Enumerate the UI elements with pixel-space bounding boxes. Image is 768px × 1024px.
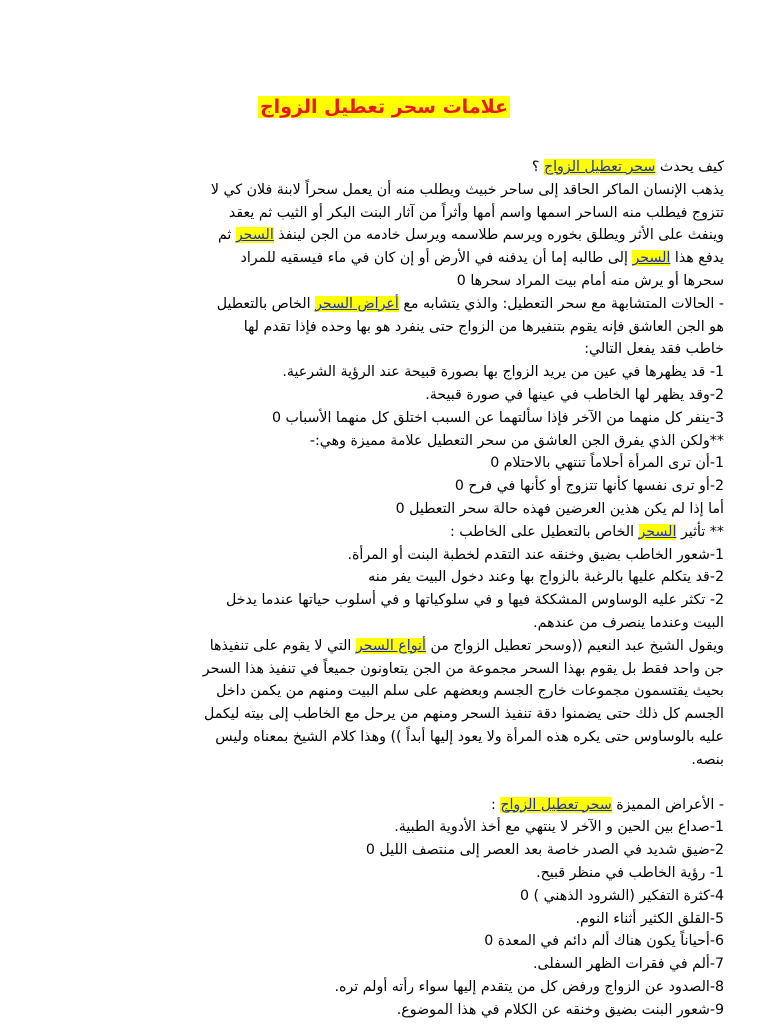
- text-segment: 2- تكثر عليه الوساوس المشككة فيها و في سلوكياتها و في أسلوب حياتها عندما يدخل: [226, 592, 724, 609]
- text-segment: 1- رؤية الخاطب في منظر قبيح.: [536, 864, 724, 881]
- text-segment: ** تأثير: [676, 523, 724, 540]
- text-line: [44, 521, 724, 544]
- text-segment: يذهب الإنسان الماكر الحاقد إلى ساحر خبيث ويطلب منه أن يعمل سحراً لابنة فلان كي لا: [210, 181, 724, 198]
- text-line: [44, 658, 724, 681]
- text-line: [44, 179, 724, 202]
- text-line: [44, 430, 724, 453]
- text-line: [44, 589, 724, 612]
- text-line: [44, 384, 724, 407]
- text-segment: 2-ضيق شديد في الصدر خاصة بعد العصر إلى منتصف الليل 0: [365, 842, 724, 859]
- text-segment: جن واحد فقط بل يقوم بهذا السحر مجموعة من الجن يتعاونون جميعاً في تنفيذ هذا السحر: [202, 660, 724, 677]
- text-line: [44, 361, 724, 384]
- text-segment: وينفث على الأثر ويطلق بخوره ويرسم طلاسمه ويرسل خادمه من الجن لينفذ: [273, 227, 724, 244]
- text-segment: 1- قد يظهرها في عين من يريد الزواج بها بصورة قبيحة عند الرؤية الشرعية.: [282, 364, 724, 381]
- text-line: [44, 338, 724, 361]
- highlighted-link[interactable]: السحر: [235, 227, 274, 244]
- text-segment: ؟: [531, 159, 544, 175]
- text-segment: الخاص بالتعطيل: [216, 295, 316, 312]
- text-segment: 1-شعور الخاطب بضيق وخنقه عند التقدم لخطبة البنت أو المرأة.: [347, 546, 724, 563]
- text-line: [44, 544, 724, 567]
- text-line: [44, 566, 724, 589]
- text-segment: أما إذا لم يكن هذين العرضين فهذه حالة سحر التعطيل 0: [395, 500, 724, 517]
- text-segment: الجسم كل ذلك حتى يضمنوا دقة تنفيذ السحر ومنهم من يرحل مع الخاطب إلى بيته ليكمل: [203, 706, 724, 723]
- text-segment: **ولكن الذي يفرق الجن العاشق من سحر التعطيل علامة مميزة وهي:-: [309, 432, 724, 449]
- text-line: [44, 703, 724, 726]
- text-line: [44, 862, 724, 885]
- text-segment: سحرها أو يرش منه أمام بيت المراد سحرها 0: [456, 272, 724, 289]
- text-line: [44, 224, 724, 247]
- text-segment: 7-ألم في فقرات الظهر السفلى.: [533, 956, 724, 973]
- text-segment: 8-الصدود عن الزواج ورفض كل من يتقدم إليها سواء رأته أولم تره.: [334, 978, 724, 995]
- text-line: [44, 839, 724, 862]
- text-segment: خاطب فقد يفعل التالي:: [584, 341, 724, 358]
- article-body: [44, 156, 724, 1021]
- text-line: [44, 930, 724, 953]
- page-title-text: علامات سحر تعطيل الزواج: [259, 96, 508, 118]
- text-segment: 2-قد يتكلم عليها بالرغبة بالزواج بها وعند دخول البيت يفر منه: [368, 569, 724, 586]
- text-line: [44, 816, 724, 839]
- text-line: [44, 247, 724, 270]
- highlighted-link[interactable]: السحر: [632, 250, 671, 267]
- highlighted-link[interactable]: السحر: [638, 523, 677, 540]
- text-line: [44, 794, 724, 817]
- highlighted-link[interactable]: سحر تعطيل الزواج: [500, 796, 612, 813]
- highlighted-link[interactable]: أعراض السحر: [315, 295, 399, 312]
- text-segment: - الحالات المتشابهة مع سحر التعطيل: والذي يتشابه مع: [398, 295, 724, 312]
- text-segment: 2-وقد يظهر لها الخاطب في عينها في صورة قبيحة.: [425, 386, 724, 403]
- text-line: [44, 999, 724, 1022]
- text-line: [44, 908, 724, 931]
- text-segment: 5-القلق الكثير أثناء النوم.: [575, 910, 724, 927]
- text-segment: 4-كثرة التفكير (الشرود الذهني ) 0: [520, 887, 724, 904]
- text-segment: إلى طالبه إما أن يدفنه في الأرض أو إن كان في ماء فيسقيه للمراد: [240, 250, 633, 267]
- text-line: [44, 293, 724, 316]
- text-segment: ويقول الشيخ عبد النعيم ((وسحر تعطيل الزواج من: [425, 637, 724, 654]
- text-segment: بحيث يقتسمون مجموعات خارج الجسم وبعضهم على سلم البيت ومنهم من يكمن داخل: [216, 683, 724, 700]
- text-segment: 2-أو ترى نفسها كأنها تتزوج أو كأنها في فرح 0: [454, 478, 724, 495]
- text-line: [44, 156, 724, 179]
- text-segment: تتزوج فيطلب منه الساحر اسمها واسم أمها وأثراً من آثار البنت البكر أو الثيب ثم يعقد: [228, 204, 724, 221]
- text-segment: 1-أن ترى المرأة أحلاماً تنتهي بالاحتلام 0: [490, 455, 724, 472]
- text-segment: 3-ينفر كل منهما من الآخر فإذا سألتهما عن السبب اختلق كل منهما الأسباب 0: [271, 409, 724, 426]
- text-segment: هو الجن العاشق فإنه يقوم بتنفيرها من الزواج حتى ينفرد هو بها وحده فإذا تقدم لها: [243, 318, 724, 335]
- text-segment: 6-أحياناً يكون هناك ألم دائم في المعدة 0: [484, 933, 724, 950]
- text-segment: الخاص بالتعطيل على الخاطب :: [449, 523, 639, 540]
- text-segment: 1-صداع بين الحين و الآخر لا ينتهي مع أخذ الأدوية الطبية.: [394, 819, 724, 836]
- text-line: [44, 316, 724, 339]
- text-line: [44, 635, 724, 658]
- text-segment: بنصه.: [691, 751, 724, 768]
- text-line: [44, 498, 724, 521]
- text-line: [44, 270, 724, 293]
- text-line: [44, 726, 724, 749]
- text-segment: - الأعراض المميزة: [611, 796, 724, 813]
- text-segment: 9-شعور البنت بضيق وخنقه عن الكلام في هذا الموضوع.: [396, 1001, 724, 1018]
- text-segment: عليه بالوساوس حتى يكره هذه المرأة ولا يعود إليها أبداً )) وهذا كلام الشيخ بمعناه وليس: [215, 728, 724, 745]
- text-line: [44, 749, 724, 772]
- text-line: [44, 202, 724, 225]
- text-line: [44, 612, 724, 635]
- text-line: [44, 885, 724, 908]
- page-title: [44, 92, 724, 122]
- text-segment: البيت وعندما ينصرف من عندهم.: [533, 614, 724, 631]
- text-segment: يدفع هذا: [670, 250, 724, 267]
- text-line: [44, 407, 724, 430]
- text-line: [44, 953, 724, 976]
- text-segment: التي لا يقوم على تنفيذها: [209, 637, 356, 654]
- text-line: [44, 680, 724, 703]
- text-line: [44, 475, 724, 498]
- highlighted-link[interactable]: سحر تعطيل الزواج: [543, 159, 656, 175]
- text-line: [44, 976, 724, 999]
- paragraph-gap: [44, 772, 724, 794]
- text-line: [44, 452, 724, 475]
- highlighted-link[interactable]: أنواع السحر: [355, 637, 426, 654]
- text-segment: :: [491, 796, 501, 813]
- text-segment: كيف يحدث: [655, 159, 724, 175]
- text-segment: ثم: [217, 227, 236, 244]
